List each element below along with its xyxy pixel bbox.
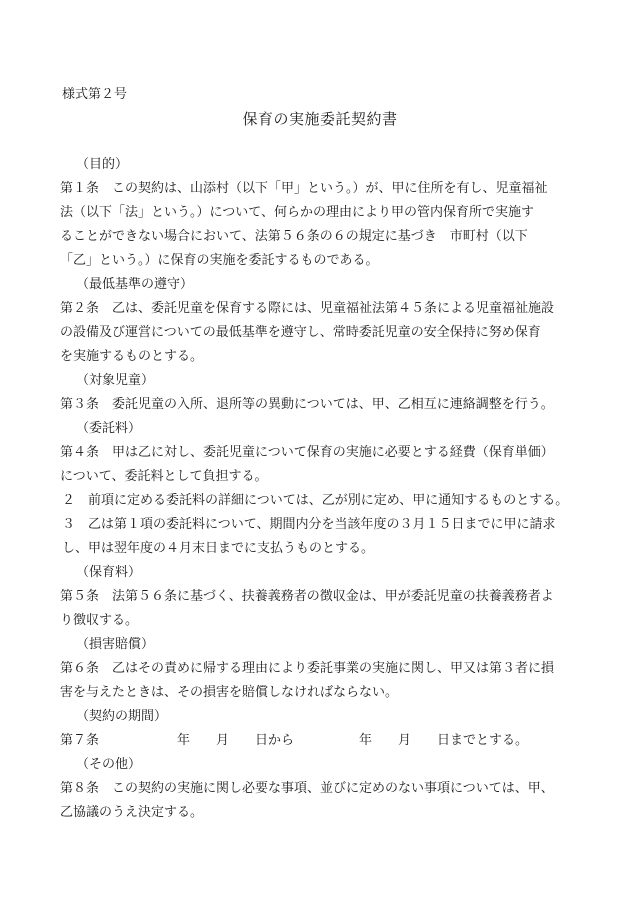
article-paragraph: [60, 585, 590, 633]
section-heading: （委託料）: [76, 421, 142, 436]
section-heading: （契約の期間）: [76, 709, 168, 724]
article-paragraph: [60, 441, 590, 489]
section-heading: （保育料）: [76, 565, 142, 580]
article-clause: [60, 513, 590, 561]
article-line: 害を与えたときは、その損害を賠償しなければならない。: [60, 685, 399, 700]
section-heading: （最低基準の遵守）: [76, 277, 194, 292]
article-line: について、委託料として負担する。: [60, 469, 268, 484]
article-line: 「乙」という。）に保育の実施を委託するものである。: [60, 253, 379, 268]
article-line: 第２条 乙は、委託児童を保育する際には、児童福祉法第４５条による児童福祉施設: [60, 301, 555, 316]
section-heading: （損害賠償）: [76, 637, 155, 652]
article-line: 法（以下「法」という。）について、何らかの理由により甲の管内保育所で実施す: [60, 205, 534, 220]
article-line: ３ 乙は第１項の委託料について、期間内分を当該年度の３月１５日までに甲に請求: [62, 517, 556, 532]
article-line: 第３条 委託児童の入所、退所等の異動については、甲、乙相互に連絡調整を行う。: [60, 397, 554, 412]
section-heading: （対象児童）: [76, 373, 155, 388]
article-line: 第６条 乙はその責めに帰する理由により委託事業の実施に関し、甲又は第３者に損: [60, 661, 555, 676]
article-paragraph: [60, 777, 590, 825]
article-paragraph: [60, 729, 590, 753]
form-number: 様式第２号: [62, 87, 128, 102]
article-line: ることができない場合において、法第５６条の６の規定に基づき 市町村（以下: [60, 229, 528, 244]
article-line: 乙協議のうえ決定する。: [60, 805, 204, 820]
article-line: 第８条 この契約の実施に関し必要な事項、並びに定めのない事項については、甲、: [60, 781, 554, 796]
article-line: 第５条 法第５６条に基づく、扶養義務者の徴収金は、甲が委託児童の扶養義務者よ: [60, 589, 554, 604]
article-paragraph: [60, 657, 590, 705]
article-line: 第７条 年 月 日から 年 月 日までとする。: [60, 733, 529, 748]
article-paragraph: [60, 393, 590, 417]
article-line: ２ 前項に定める委託料の詳細については、乙が別に定め、甲に通知するものとする。: [62, 493, 569, 508]
article-paragraph: [60, 297, 590, 369]
section-heading: （その他）: [76, 757, 142, 772]
document-title: 保育の実施委託契約書: [242, 110, 398, 128]
contract-body: [60, 153, 590, 825]
article-line: の設備及び運営についての最低基準を遵守し、常時委託児童の安全保持に努め保育: [60, 325, 541, 340]
article-clause: [60, 489, 590, 513]
article-paragraph: [60, 177, 590, 273]
article-line: 第４条 甲は乙に対し、委託児童について保育の実施に必要とする経費（保育単価）: [60, 445, 554, 460]
article-line: り徴収する。: [60, 613, 139, 628]
section-heading: （目的）: [76, 157, 129, 172]
article-line: 第１条 この契約は、山添村（以下「甲」という。）が、甲に住所を有し、児童福祉: [60, 181, 548, 196]
article-line: を実施するものとする。: [60, 349, 204, 364]
article-line: し、甲は翌年度の４月末日までに支払うものとする。: [62, 541, 375, 556]
